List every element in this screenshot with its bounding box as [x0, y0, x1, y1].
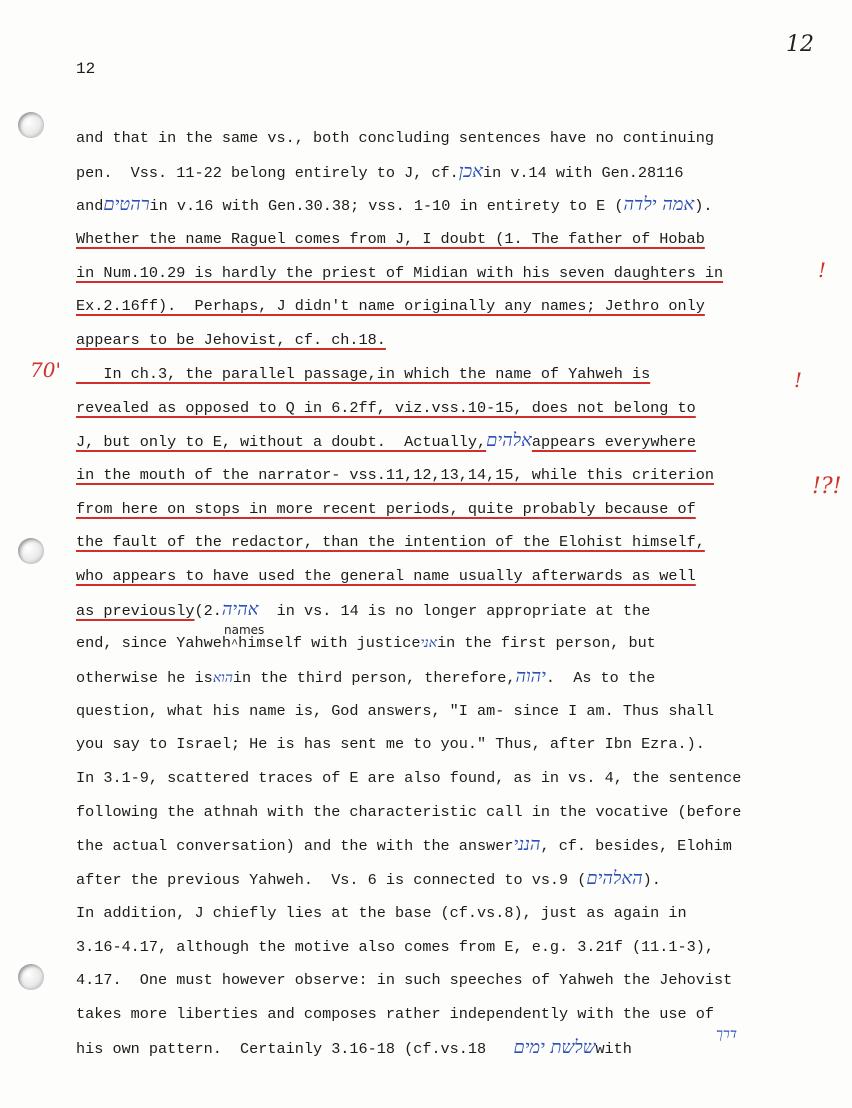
hebrew-insert-hineni: הנני	[513, 834, 541, 856]
text-line-24: In addition, J chiefly lies at the base (cf.vs.8), just as again in	[76, 903, 687, 922]
handwritten-page-number: 12	[786, 32, 814, 57]
text-line-28: his own pattern. Certainly 3.16-18 (cf.vs.18 שלשת ימים דרך with	[76, 1036, 816, 1070]
text-line-8: In ch.3, the parallel passage,in which the name of Yahweh is	[76, 364, 651, 383]
text-line-15: as previously(2.אהיה in vs. 14 is no longer appropriate at the	[76, 598, 651, 620]
inserted-word-names: names	[224, 623, 265, 638]
typed-page-number: 12	[76, 60, 96, 78]
text-line-1: and that in the same vs., both concluding sentences have no continuing	[76, 129, 714, 147]
hebrew-insert-sheloshet-yamim: שלשת ימים	[513, 1036, 596, 1058]
text-line-22: the actual conversation) and the with the answerהנני, cf. besides, Elohim	[76, 834, 732, 856]
text-line-12: from here on stops in more recent periods, quite probably because of	[76, 499, 696, 518]
hebrew-insert-elohim: אלהים	[486, 430, 532, 452]
text-line-5: in Num.10.29 is hardly the priest of Midian with his seven daughters in	[76, 263, 724, 282]
text-line-4: Whether the name Raguel comes from J, I doubt (1. The father of Hobab	[76, 230, 705, 249]
hebrew-insert-rehatim: רהטים	[103, 194, 150, 216]
text-line-6: Ex.2.16ff). Perhaps, J didn't name originally any names; Jethro only	[76, 297, 705, 316]
text-line-18: question, what his name is, God answers, "I am- since I am. Thus shall	[76, 701, 714, 720]
punch-hole-middle	[18, 538, 44, 564]
text-line-3: andרהטיםin v.16 with Gen.30.38; vss. 1-10 in entirety to E (אמה ילדה).	[76, 194, 713, 216]
text-line-16: end, since Yahweh^ names himself with justiceאניin the first person, but	[76, 631, 816, 665]
hebrew-insert-ani: אני	[420, 635, 438, 652]
hebrew-insert-hu: הוא	[212, 670, 233, 686]
text-line-14: who appears to have used the general name usually afterwards as well	[76, 566, 696, 585]
text-line-21: following the athnah with the characteristic call in the vocative (before	[76, 802, 742, 821]
hebrew-insert-haelohim: האלהים	[586, 868, 643, 890]
text-line-20: In 3.1-9, scattered traces of E are also found, as in vs. 4, the sentence	[76, 769, 742, 788]
text-line-9: revealed as opposed to Q in 6.2ff, viz.vss.10-15, does not belong to	[76, 398, 696, 417]
text-line-17: otherwise he isהואin the third person, therefore,יהוה. As to the	[76, 666, 656, 687]
margin-exclamation-3: !?!	[812, 474, 842, 499]
text-line-25: 3.16-4.17, although the motive also comes from E, e.g. 3.21f (11.1-3),	[76, 937, 714, 956]
punch-hole-bottom	[18, 964, 44, 990]
hebrew-insert-ehyeh: אהיה	[221, 598, 259, 620]
text-line-26: 4.17. One must however observe: in such speeches of Yahweh the Jehovist	[76, 971, 733, 990]
body-text	[76, 126, 816, 1069]
hebrew-insert-amah-yaldah: אמה ילדה	[623, 194, 695, 216]
text-line-7: appears to be Jehovist, cf. ch.18.	[76, 331, 386, 350]
text-line-10: J, but only to E, without a doubt. Actually,אלהיםappears everywhere	[76, 430, 696, 452]
margin-note-70: 70'	[30, 358, 61, 382]
text-line-11: in the mouth of the narrator- vss.11,12,13,14,15, while this criterion	[76, 465, 714, 484]
text-line-13: the fault of the redactor, than the intention of the Elohist himself,	[76, 533, 705, 552]
hebrew-insert-akhen: אכן	[458, 160, 483, 182]
margin-exclamation-2: !	[794, 368, 803, 392]
punch-hole-top	[18, 112, 44, 138]
text-line-23: after the previous Yahweh. Vs. 6 is connected to vs.9 (האלהים).	[76, 868, 661, 890]
text-line-19: you say to Israel; He is has sent me to you." Thus, after Ibn Ezra.).	[76, 735, 705, 754]
text-line-2: pen. Vss. 11-22 belong entirely to J, cf.אכןin v.14 with Gen.28116	[76, 160, 684, 182]
text-line-27: takes more liberties and composes rather independently with the use of	[76, 1004, 714, 1023]
hebrew-insert-yhwh: יהוה	[515, 666, 546, 687]
margin-exclamation-1: !	[818, 258, 827, 282]
hebrew-insert-derekh: דרך	[716, 1025, 737, 1042]
